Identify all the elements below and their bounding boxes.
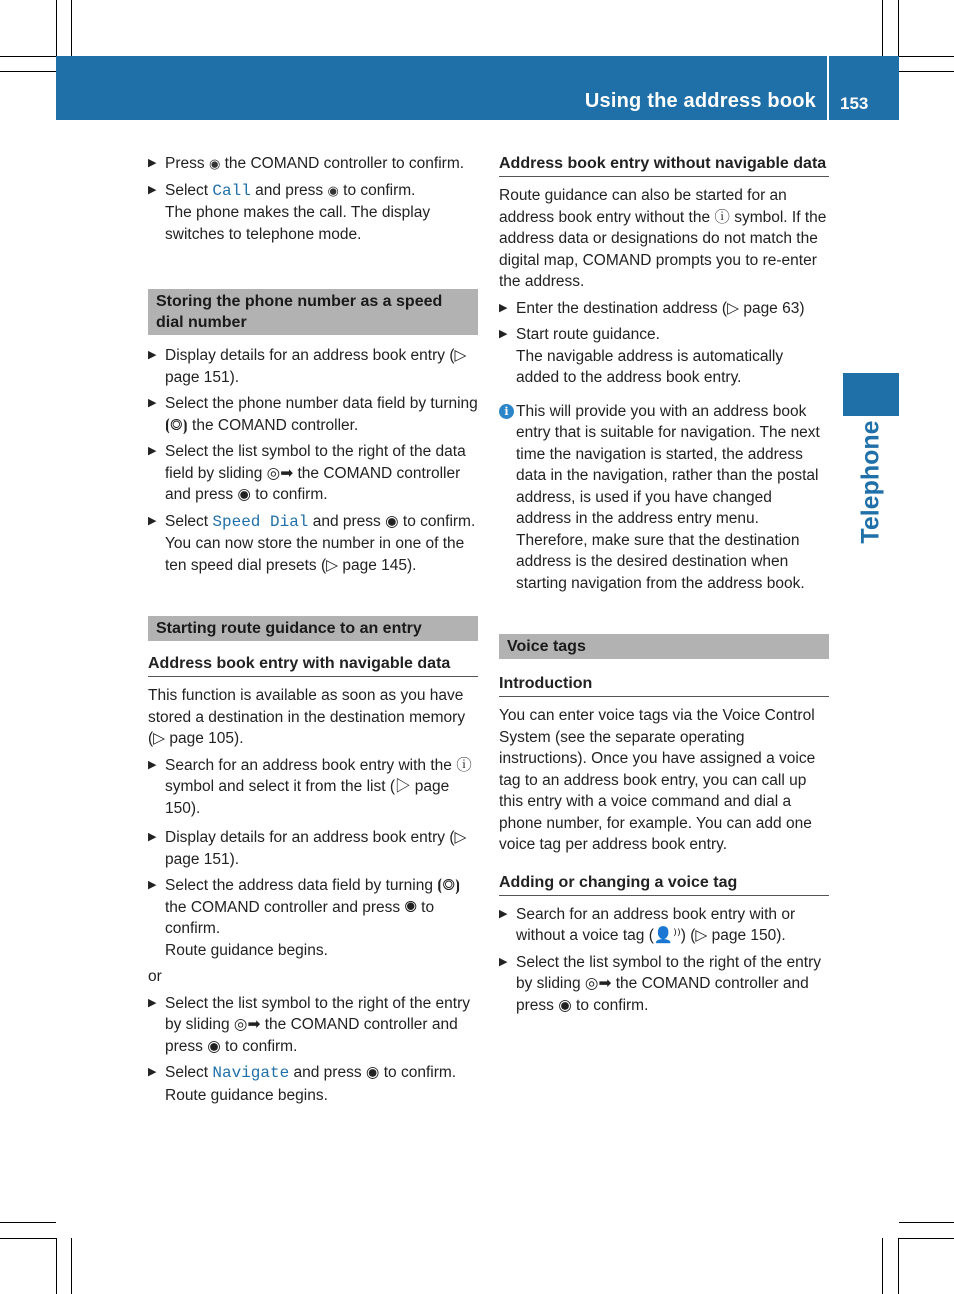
- page-title: Using the address book: [584, 90, 816, 112]
- left-column: [148, 153, 478, 1111]
- menu-item-navigate: Navigate: [212, 1064, 290, 1082]
- crop-mark: [56, 1238, 57, 1294]
- crop-mark: [56, 0, 57, 56]
- crop-mark: [71, 1238, 72, 1294]
- header-divider: [827, 56, 829, 120]
- right-column: [499, 153, 829, 1021]
- instruction-step: ▶ Display details for an address book entry (▷ page 151).: [148, 829, 467, 868]
- crop-mark: [882, 1238, 883, 1294]
- step-arrow-icon: ▶: [499, 301, 508, 314]
- step-arrow-icon: ▶: [148, 831, 157, 843]
- step-result: The navigable address is automatically added to the address book entry.: [516, 347, 784, 386]
- crop-mark: [898, 0, 899, 56]
- crop-mark: [0, 1238, 56, 1239]
- instruction-step: ▶ Select Speed Dial and press ◉ to confirm. You can now store the number in one of the ten speed dial presets (▷ page 145).: [148, 512, 476, 574]
- press-icon: ◉: [327, 182, 339, 198]
- step-arrow-icon: ▶: [499, 955, 508, 968]
- instruction-step: ▶ Select Navigate and press ◉ to confirm. Route guidance begins.: [148, 1064, 457, 1104]
- crop-mark: [898, 1238, 899, 1294]
- section-heading: Storing the phone number as a speed dial number: [148, 289, 478, 335]
- step-result: Route guidance begins.: [165, 1086, 328, 1104]
- instruction-step: ▶ Select the phone number data field by turning ⦗◎⦘ the COMAND controller.: [148, 395, 478, 434]
- section-heading: Voice tags: [499, 634, 829, 659]
- step-arrow-icon: ▶: [148, 445, 157, 457]
- instruction-step: ▶ Search for an address book entry with the ⓘ symbol and select it from the list (▷ page 150).: [148, 756, 472, 817]
- crop-mark: [0, 71, 56, 72]
- step-arrow-icon: ▶: [148, 514, 157, 527]
- step-arrow-icon: ▶: [148, 1066, 157, 1078]
- step-arrow-icon: ▶: [148, 397, 157, 409]
- crop-mark: [899, 1238, 954, 1239]
- side-tab: [843, 373, 899, 416]
- crop-mark: [0, 1222, 56, 1223]
- subsection-heading: Introduction: [499, 673, 829, 697]
- subsection-heading: Address book entry with navigable data: [148, 653, 478, 677]
- instruction-step: ▶ Start route guidance. The navigable address is automatically added to the address book entry.: [499, 326, 784, 386]
- crop-mark: [899, 71, 954, 72]
- step-arrow-icon: ▶: [148, 349, 157, 361]
- step-arrow-icon: ▶: [499, 328, 508, 340]
- instruction-step: ▶ Select the list symbol to the right of the entry by sliding ◎➡ the COMAND controller and press ◉ to confirm.: [499, 953, 821, 1014]
- crop-mark: [882, 0, 883, 56]
- step-arrow-icon: ▶: [499, 907, 508, 920]
- info-icon: i: [499, 404, 514, 419]
- paragraph: You can enter voice tags via the Voice Control System (see the separate operating instructions). Once you have assigned a voice tag to an address book entry, you can call up this entry with a voice command and dial a phone number, for example. You can add one voice tag per address book entry.: [499, 707, 816, 853]
- instruction-step: ▶ Select the address data field by turning ⦗◎⦘ the COMAND controller and press ◉ to confirm. Route guidance begins.: [148, 877, 461, 959]
- instruction-step: ▶ Select the list symbol to the right of the data field by sliding ◎➡ the COMAND controller and press ◉ to confirm.: [148, 443, 466, 503]
- menu-item-speed-dial: Speed Dial: [212, 512, 309, 531]
- instruction-step: ▶ Enter the destination address (▷ page 63): [499, 298, 829, 320]
- step-arrow-icon: ▶: [148, 758, 157, 771]
- step-result: Route guidance begins.: [165, 941, 328, 959]
- crop-mark: [71, 0, 72, 56]
- info-note: i This will provide you with an address book entry that is suitable for navigation. The next time the navigation is started, the address data in the navigation, rather than the postal address, is used if you have changed address in the address entry menu. Therefore, make sure that the destination address is the desired destination when starting navigation from the address book.: [499, 401, 829, 595]
- instruction-step: ▶ Select Call and press ◉ to confirm. The phone makes the call. The display switches to telephone mode.: [148, 181, 431, 243]
- side-tab-label: Telephone: [856, 420, 885, 544]
- or-text: or: [148, 968, 162, 985]
- step-arrow-icon: ▶: [148, 157, 157, 169]
- step-result: The phone makes the call. The display switches to telephone mode.: [165, 204, 431, 243]
- subsection-heading: Adding or changing a voice tag: [499, 872, 829, 896]
- crop-mark: [0, 56, 56, 57]
- press-icon: ◉: [208, 156, 221, 171]
- menu-item-call: Call: [212, 181, 251, 200]
- step-arrow-icon: ▶: [148, 996, 157, 1009]
- paragraph: Route guidance can also be started for an address book entry without the ⓘ symbol. If the address data or designations do not match the digital map, COMAND prompts you to re-enter the address.: [499, 187, 827, 290]
- step-result: You can now store the number in one of the ten speed dial presets (▷ page 145).: [165, 535, 465, 574]
- paragraph: This function is available as soon as you have stored a destination in the destination memory (▷ page 105).: [148, 687, 466, 747]
- crop-mark: [899, 56, 954, 57]
- step-arrow-icon: ▶: [148, 879, 157, 891]
- crop-mark: [899, 1222, 954, 1223]
- instruction-step: ▶ Select the list symbol to the right of the entry by sliding ◎➡ the COMAND controller and press ◉ to confirm.: [148, 994, 470, 1055]
- subsection-heading: Address book entry without navigable data: [499, 153, 829, 177]
- page-number: 153: [840, 94, 869, 113]
- instruction-step: ▶ Press ◉ the COMAND controller to confirm.: [148, 153, 478, 175]
- instruction-step: ▶ Display details for an address book entry (▷ page 151).: [148, 347, 467, 386]
- section-heading: Starting route guidance to an entry: [148, 616, 478, 641]
- instruction-step: ▶ Search for an address book entry with or without a voice tag (👤⁾⁾) (▷ page 150).: [499, 905, 796, 944]
- step-arrow-icon: ▶: [148, 183, 157, 196]
